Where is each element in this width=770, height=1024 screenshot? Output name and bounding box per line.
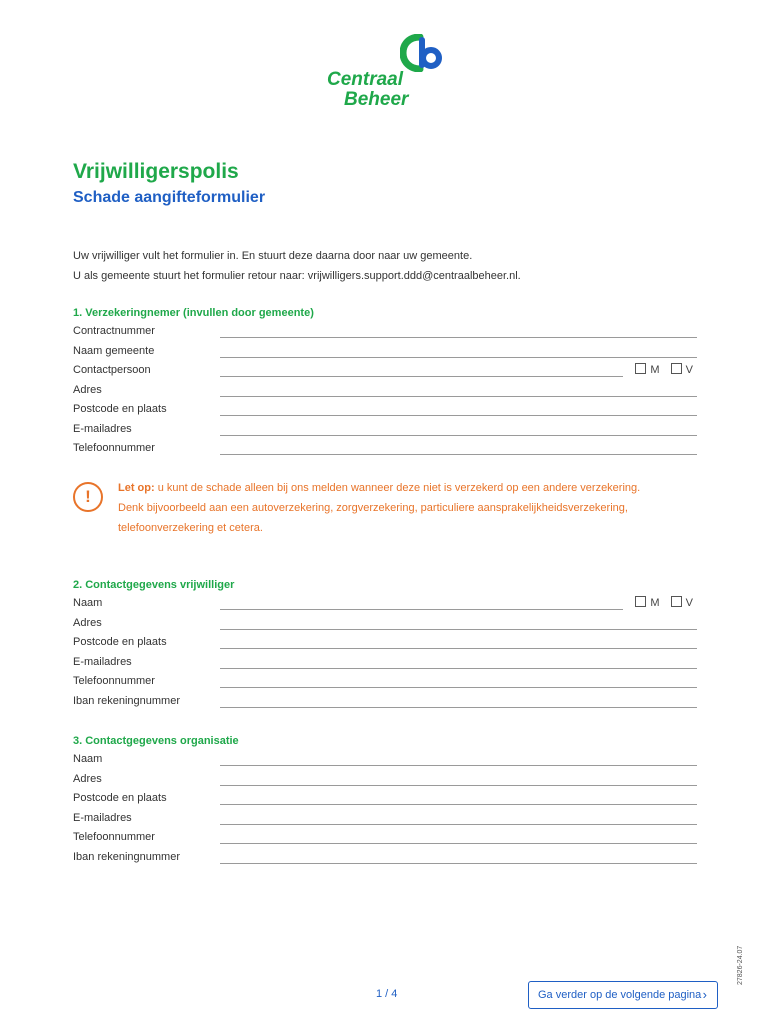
field-label: Naam gemeente (73, 344, 155, 357)
field-row (73, 790, 697, 810)
field-label: E-mailadres (73, 422, 132, 435)
volunteer-name-input[interactable] (220, 609, 623, 610)
section-policyholder (73, 303, 697, 460)
gender-v-label: V (685, 364, 693, 376)
document-code: 27826-24.07 (737, 945, 744, 985)
address-input[interactable] (220, 396, 697, 397)
field-label: E-mailadres (73, 655, 132, 668)
field-label: Telefoonnummer (73, 831, 155, 843)
volunteer-iban-input[interactable] (220, 707, 697, 708)
email-input[interactable] (220, 435, 697, 436)
field-label: Contactpersoon (73, 364, 151, 376)
notice-line-1: u kunt de schade alleen bij ons melden wanneer deze niet is verzekerd op een andere verzekering. (154, 482, 641, 494)
field-label: Telefoonnummer (73, 442, 155, 454)
field-row (73, 810, 697, 830)
volunteer-phone-input[interactable] (220, 687, 697, 688)
cb-logo-icon (400, 34, 444, 72)
gender-options (627, 363, 693, 376)
page-title: Vrijwilligerspolis (73, 160, 239, 183)
organisation-postcode-city-input[interactable] (220, 804, 697, 805)
field-row (73, 751, 697, 771)
intro-line-1: Uw vrijwilliger vult het formulier in. En stuurt deze daarna door naar uw gemeente. (73, 250, 473, 262)
field-row (73, 693, 697, 713)
gender-v-checkbox[interactable] (671, 363, 682, 374)
section-title: 3. Contactgegevens organisatie (73, 735, 239, 747)
field-label: Iban rekeningnummer (73, 850, 181, 863)
gender-v-label: V (685, 597, 693, 609)
centraal-beheer-logo (326, 34, 456, 114)
field-label: Adres (73, 383, 102, 396)
field-label: Adres (73, 616, 102, 629)
section-organisation (73, 731, 697, 868)
chevron-right-icon: › (702, 987, 707, 1002)
field-row (73, 634, 697, 654)
gender-m-label: M (650, 364, 660, 376)
organisation-iban-input[interactable] (220, 863, 697, 864)
field-label: Postcode en plaats (73, 636, 167, 648)
page-subtitle: Schade aangifteformulier (73, 189, 266, 206)
organisation-phone-input[interactable] (220, 843, 697, 844)
field-label: Naam (73, 597, 103, 609)
municipality-name-input[interactable] (220, 357, 697, 358)
field-label: E-mailadres (73, 811, 132, 824)
gender-m-checkbox[interactable] (635, 596, 646, 607)
next-page-label: Ga verder op de volgende pagina (538, 989, 702, 1001)
field-row (73, 673, 697, 693)
field-row (73, 343, 697, 363)
page-number: 1 / 4 (376, 988, 398, 1000)
field-row (73, 421, 697, 441)
field-label: Naam (73, 753, 103, 765)
field-row (73, 401, 697, 421)
intro-line-2: U als gemeente stuurt het formulier retour naar: vrijwilligers.support.ddd@centraalbeheer.nl. (73, 270, 521, 282)
logo-text-line2: Beheer (344, 89, 409, 110)
field-row (73, 362, 697, 382)
field-label: Contractnummer (73, 325, 155, 337)
intro-text (73, 246, 521, 286)
gender-v-checkbox[interactable] (671, 596, 682, 607)
logo-text-line1: Centraal (327, 69, 404, 90)
field-row (73, 654, 697, 674)
organisation-address-input[interactable] (220, 785, 697, 786)
field-row (73, 595, 697, 615)
notice-line-3: telefoonverzekering et cetera. (118, 522, 263, 534)
field-label: Postcode en plaats (73, 403, 167, 415)
contact-person-input[interactable] (220, 376, 623, 377)
field-label: Telefoonnummer (73, 675, 155, 687)
field-row (73, 382, 697, 402)
section-title: 2. Contactgegevens vrijwilliger (73, 579, 235, 591)
notice-lead: Let op: (118, 482, 155, 494)
organisation-name-input[interactable] (220, 765, 697, 766)
field-row (73, 829, 697, 849)
contract-number-input[interactable] (220, 337, 697, 338)
gender-m-label: M (650, 597, 660, 609)
field-row (73, 615, 697, 635)
field-row (73, 849, 697, 869)
volunteer-postcode-city-input[interactable] (220, 648, 697, 649)
volunteer-address-input[interactable] (220, 629, 697, 630)
gender-options (627, 596, 693, 609)
section-volunteer (73, 575, 697, 712)
phone-input[interactable] (220, 454, 697, 455)
organisation-email-input[interactable] (220, 824, 697, 825)
exclamation-circle-icon: ! (73, 482, 103, 512)
field-label: Iban rekeningnummer (73, 694, 181, 707)
volunteer-email-input[interactable] (220, 668, 697, 669)
next-page-button[interactable] (528, 981, 718, 1009)
field-label: Postcode en plaats (73, 792, 167, 804)
postcode-city-input[interactable] (220, 415, 697, 416)
field-row (73, 440, 697, 460)
field-row (73, 323, 697, 343)
field-row (73, 771, 697, 791)
field-label: Adres (73, 772, 102, 785)
notice-text (118, 478, 708, 538)
section-title: 1. Verzekeringnemer (invullen door gemeente) (73, 307, 314, 319)
gender-m-checkbox[interactable] (635, 363, 646, 374)
notice-line-2: Denk bijvoorbeeld aan een autoverzekering, zorgverzekering, particuliere aansprakelijkheidsverzekering, (118, 502, 628, 514)
